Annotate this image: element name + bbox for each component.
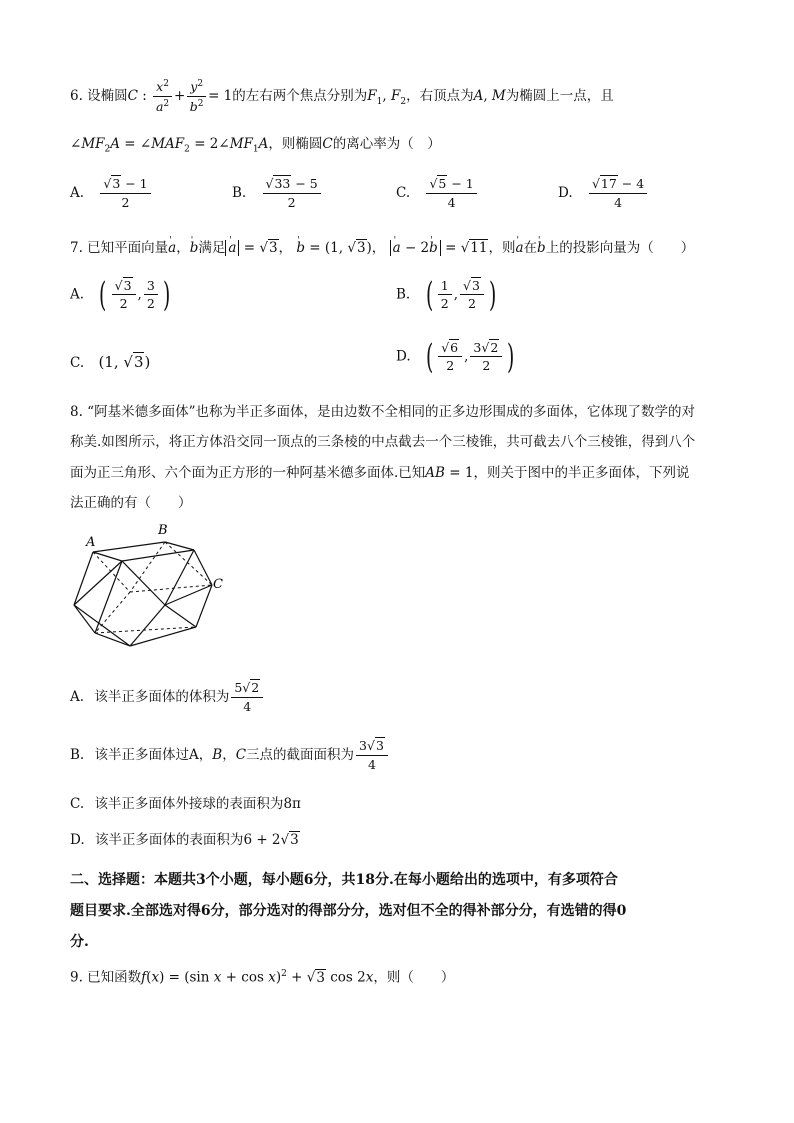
q7-option-a[interactable]: A. ( $\frac{√3}{2}$ , $\frac{3}{2}$ ) [70, 275, 171, 315]
edge [93, 542, 165, 552]
label-a: A [86, 535, 96, 550]
hidden-edge [130, 585, 212, 592]
question-6-line2: $\angle MF_2A$ = $\angle MAF_2$ = $2\angle MF_1A$，则椭圆C的离心率为（ ） [70, 136, 441, 155]
question-8-line3: 面为正三角形、六个面为正方形的一种阿基米德多面体.已知AB = 1，则关于图中的半正多面体，下列说 [70, 465, 690, 481]
q7-option-c[interactable]: C. (1, √3) [70, 353, 151, 371]
edge [122, 550, 194, 561]
edge [74, 561, 122, 605]
question-8-line4: 法正确的有（ ） [70, 495, 192, 511]
q8-option-c[interactable]: C. 该半正多面体外接球的表面积为8π [70, 796, 301, 812]
label-b: B [158, 523, 168, 538]
hidden-edge [130, 542, 165, 592]
cuboctahedron-figure [70, 520, 230, 670]
edge [165, 542, 194, 550]
q6-option-a[interactable]: A. $\frac{√3 - 1}{2}$ [70, 178, 153, 209]
q8-option-d[interactable]: D. 该半正多面体的表面积为6 + 2√3 [70, 832, 299, 848]
q6-option-d[interactable]: D. $\frac{√17 - 4}{4}$ [558, 178, 649, 209]
edge [130, 605, 165, 646]
q7-option-b[interactable]: B. ( $\frac{1}{2}$ , $\frac{√3}{2}$ ) [396, 275, 497, 315]
q6-option-c[interactable]: C. $\frac{√5 - 1}{4}$ [396, 178, 479, 209]
question-7-stem: 7. 已知平面向量' a，' b满足' a = √3， ' b = (1, √3)， ' a − 2' b = √11，则' a在' b上的投影向量为（ ） [70, 238, 694, 258]
edge [122, 561, 165, 605]
question-6-line1: 6. 设椭圆C : $\frac{x^2}{a^2}$ + $\frac{y^2}{b^2}$ = 1的左右两个焦点分别为$F_1$, $F_2$，右顶点为A, M为椭圆上一点，且 [70, 79, 614, 114]
label-c: C [213, 577, 223, 592]
question-8-line2: 称美.如图所示，将正方体沿交同一顶点的三条棱的中点截去一个三棱锥，共可截去八个三棱锥，得到八个 [70, 434, 696, 450]
edge [130, 627, 196, 646]
edge [95, 633, 130, 646]
edge [165, 550, 194, 605]
q7-option-d[interactable]: D. ( $\frac{√6}{2}$ , $\frac{3√2}{2}$ ) [396, 337, 515, 377]
q8-option-b[interactable]: B. 该半正多面体过A，B，C三点的截面面积为 $\frac{3√3}{4}$ [70, 740, 390, 771]
edge [74, 605, 95, 633]
q8-option-a[interactable]: A. 该半正多面体的体积为 $\frac{5√2}{4}$ [70, 682, 265, 713]
edge [165, 605, 196, 627]
q6-option-b[interactable]: B. $\frac{√33 - 5}{2}$ [232, 178, 323, 209]
question-9-stem: 9. 已知函数f(x) = (sin x + cos x)$^2$ + √3 cos 2x，则（ ） [70, 969, 455, 986]
section-2-heading-line1: 二、选择题：本题共3个小题，每小题6分，共18分.在每小题给出的选项中，有多项符合 [70, 872, 618, 888]
edge [194, 550, 212, 585]
hidden-edge [95, 592, 130, 633]
edge [95, 561, 122, 633]
section-2-heading-line2: 题目要求.全部选对得6分，部分选对的得部分分，选对但不全的得补部分分，有选错的得0 [70, 903, 627, 919]
section-2-heading-line3: 分. [70, 934, 89, 950]
question-8-line1: 8. “阿基米德多面体”也称为半正多面体，是由边数不全相同的正多边形围成的多面体，它体现了数学的对 [70, 404, 695, 420]
